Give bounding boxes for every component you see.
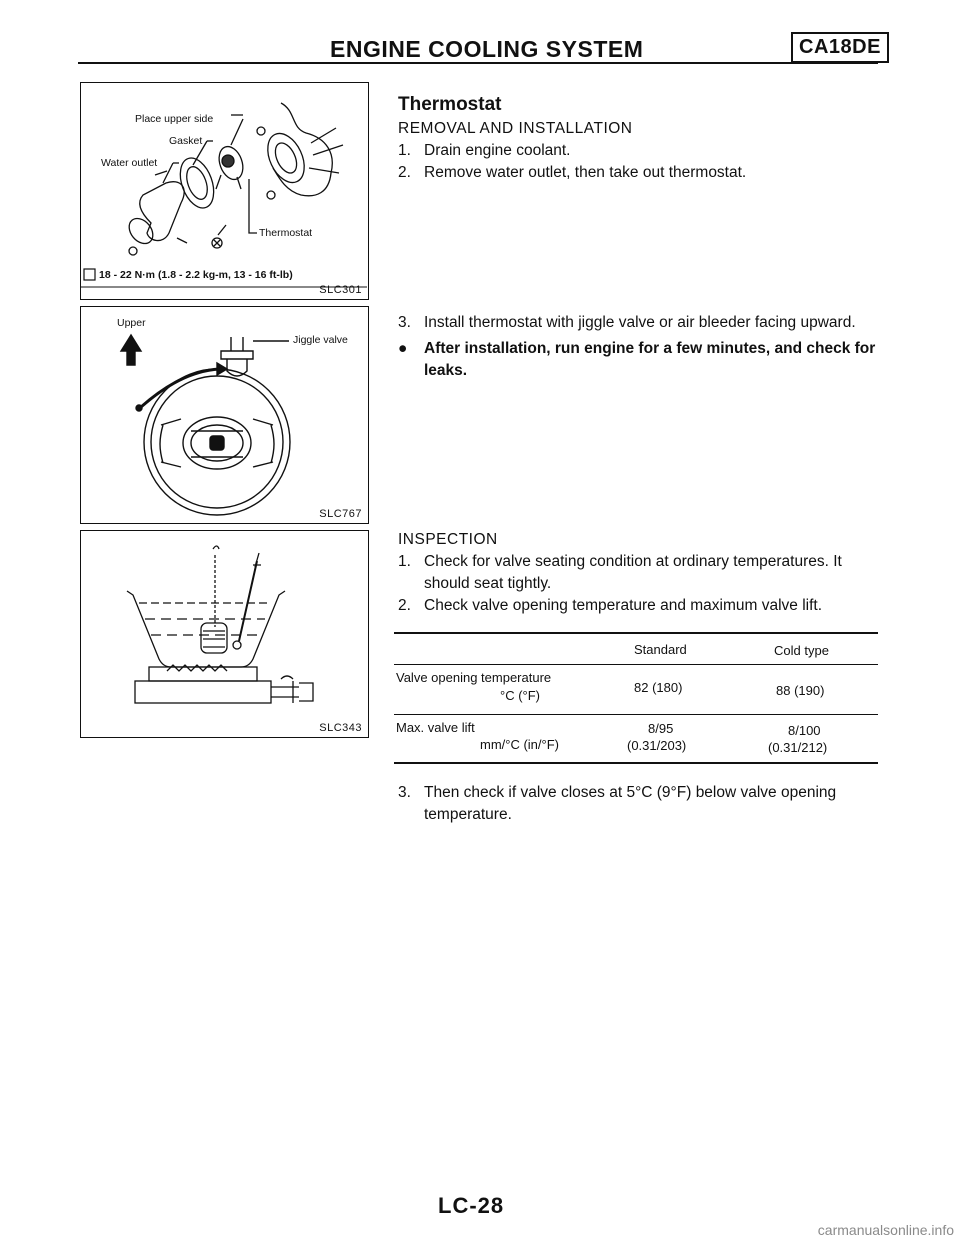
step-number: 1. <box>398 553 411 570</box>
bullet-icon: ● <box>398 340 408 357</box>
heating-test-illustration <box>81 531 367 736</box>
page-title: ENGINE COOLING SYSTEM <box>330 36 644 62</box>
column-header-cold-type: Cold type <box>774 643 829 658</box>
step-text: Drain engine coolant. <box>424 142 571 159</box>
table-rule <box>394 714 878 715</box>
figure-code: SLC301 <box>319 284 362 296</box>
figure-code: SLC343 <box>319 722 362 734</box>
table-rule <box>394 762 878 764</box>
step-text: Install thermostat with jiggle valve or air bleeder facing upward. <box>424 314 856 331</box>
label-upper: Upper <box>117 317 146 329</box>
step-number: 3. <box>398 784 411 801</box>
label-jiggle-valve: Jiggle valve <box>293 334 348 346</box>
leak-check-note <box>398 338 878 382</box>
label-thermostat: Thermostat <box>259 227 313 239</box>
thermostat-section <box>398 94 878 184</box>
removal-step <box>398 140 878 162</box>
column-header-standard: Standard <box>634 642 687 657</box>
bullet-text: After installation, run engine for a few minutes, and check for leaks. <box>424 340 876 379</box>
engine-model-tag: CA18DE <box>791 32 889 63</box>
installation-block <box>398 312 878 382</box>
step-text: Check valve opening temperature and maximum valve lift. <box>424 597 823 614</box>
page-header <box>78 28 881 64</box>
label-place-upper-side: Place upper side <box>135 113 214 125</box>
removal-step <box>398 312 878 334</box>
inspection-heading: INSPECTION <box>398 531 498 548</box>
table-rule <box>394 664 878 665</box>
table-rule <box>394 632 878 634</box>
step-text: Check for valve seating condition at ordinary temperatures. It should seat tightly. <box>424 553 842 592</box>
torque-spec: 18 - 22 N·m (1.8 - 2.2 kg-m, 13 - 16 ft-lb) <box>99 269 293 281</box>
row-label-max-valve-lift: Max. valve lift <box>396 720 475 735</box>
row-unit: °C (°F) <box>500 688 540 703</box>
row-unit: mm/°C (in/°F) <box>480 737 559 752</box>
label-water-outlet: Water outlet <box>101 157 158 169</box>
figure-jiggle-valve <box>80 306 369 524</box>
page-number: LC-28 <box>438 1193 505 1218</box>
header-rule <box>78 62 878 64</box>
step-text: Remove water outlet, then take out thermostat. <box>424 164 747 181</box>
label-gasket: Gasket <box>169 135 203 147</box>
step-number: 3. <box>398 314 411 331</box>
step-number: 2. <box>398 597 411 614</box>
cell-cold: 8/100 <box>788 723 821 738</box>
removal-step <box>398 162 878 184</box>
removal-heading: REMOVAL AND INSTALLATION <box>398 120 633 137</box>
inspection-step <box>398 551 878 595</box>
watermark: carmanualsonline.info <box>817 1222 954 1238</box>
figure-heating-test <box>80 530 369 738</box>
cell-standard: 8/95 <box>648 721 674 736</box>
cell-cold: (0.31/212) <box>768 740 828 755</box>
inspection-step <box>398 595 878 617</box>
cell-standard: (0.31/203) <box>627 738 687 753</box>
step-text: Then check if valve closes at 5°C (9°F) below valve opening temperature. <box>424 784 837 823</box>
inspection-step <box>398 782 878 826</box>
figure-code: SLC767 <box>319 508 362 520</box>
step-number: 1. <box>398 142 411 159</box>
row-label-valve-opening: Valve opening temperature <box>396 670 552 685</box>
inspection-section <box>398 529 878 617</box>
closing-check <box>398 782 878 826</box>
step-number: 2. <box>398 164 411 181</box>
figure-thermostat-assembly <box>80 82 369 300</box>
cell-standard: 82 (180) <box>634 680 683 695</box>
section-title: Thermostat <box>398 94 502 115</box>
assembly-illustration <box>81 83 367 298</box>
cell-cold: 88 (190) <box>776 683 825 698</box>
